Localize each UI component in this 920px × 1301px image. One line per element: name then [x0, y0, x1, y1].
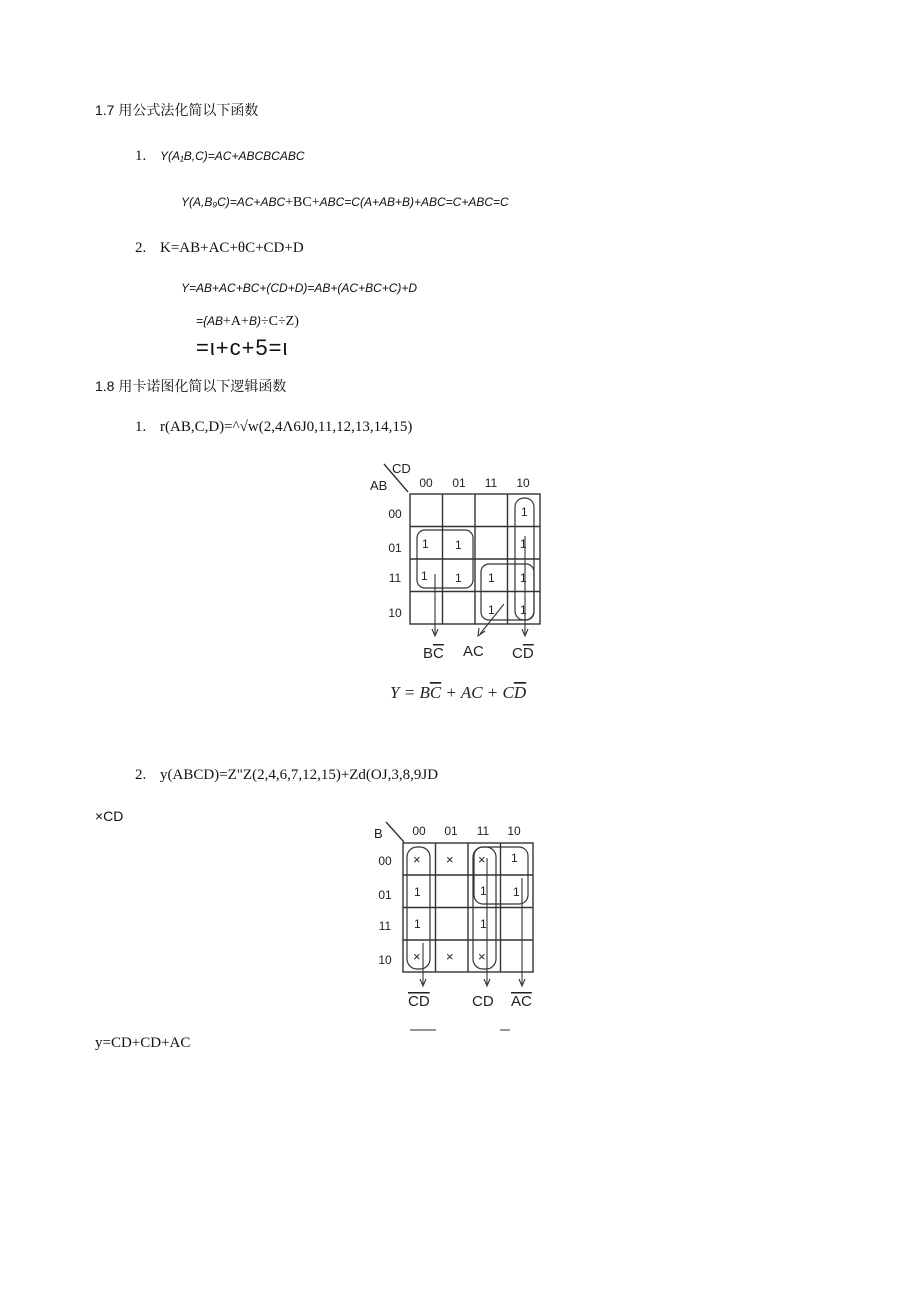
kmap-1-cell-r0c3: 1: [521, 505, 528, 519]
kmap-1-cell-r2c1: 1: [455, 571, 462, 585]
kmap-2-col-label-01: 01: [444, 824, 458, 838]
kmap-2-cell-r3c1: ×: [446, 949, 454, 964]
kmap-2-corner-left: B: [374, 826, 383, 841]
kmap-1-problem-number: 1.: [135, 419, 147, 435]
section-1-7-heading: 1.7 用公式法化简以下函数: [95, 102, 259, 118]
kmap-2-cell-r1c3: 1: [513, 885, 520, 899]
kmap-2-row-label-10: 10: [378, 953, 392, 967]
kmap-2-term-1: CD: [408, 993, 430, 1010]
item-2-step-2-c: B): [248, 314, 261, 328]
kmap-1-row-label-11: 11: [388, 571, 402, 585]
kmap-1-row-label-00: 00: [388, 507, 402, 521]
kmap-2-corner-diagonal: [386, 822, 404, 842]
section-1-8-heading: 1.8 用卡诺图化简以下逻辑函数: [95, 378, 287, 394]
kmap-1-cell-r2c3: 1: [520, 571, 527, 585]
kmap-2-problem-expression: y(ABCD)=Z"Z(2,4,6,7,12,15)+Zd(OJ,3,8,9JD: [160, 767, 439, 783]
item-1-solution-part-a: Y(A,B₉C)=AC+ABC: [181, 195, 286, 209]
kmap-1-term-bc-bar: C: [433, 645, 444, 662]
item-1-solution-part-c: ABC=C(A+AB+B)+ABC=C+ABC=C: [319, 195, 509, 209]
item-2-step-2: [196, 314, 299, 330]
kmap-2-final-result: y=CD+CD+AC: [95, 1035, 191, 1051]
kmap-1-corner-top: CD: [392, 461, 411, 476]
item-2-step-2-a: ={AB: [196, 314, 224, 328]
kmap-1-cell-r2c0: 1: [421, 569, 428, 583]
item-1-solution: [181, 195, 509, 211]
kmap-1-cell-r2c2: 1: [488, 571, 495, 585]
kmap-1-term-ac: AC: [463, 643, 484, 660]
item-2-number: 2.: [135, 240, 147, 256]
kmap-2-cell-r0c0: ×: [413, 852, 421, 867]
karnaugh-map-2: [370, 818, 550, 1038]
kmap-2-caption-label: ×CD: [95, 808, 124, 824]
kmap-1-term-cd-bar: D: [522, 645, 534, 662]
kmap-2-cell-r3c0: ×: [413, 949, 421, 964]
kmap-1-problem-expression: r(AB,C,D)=^√w(2,4Λ6J0,11,12,13,14,15): [160, 419, 413, 435]
kmap-2-col-label-10: 10: [507, 824, 521, 838]
kmap-2-cell-r2c0: 1: [414, 917, 421, 931]
kmap-2-cell-r0c1: ×: [446, 852, 454, 867]
item-1-solution-part-b: +BC+: [285, 195, 320, 210]
kmap-2-cell-r3c2: ×: [478, 949, 486, 964]
kmap-1-term-cd: CD: [512, 645, 534, 662]
kmap-2-term-2: CD: [472, 993, 494, 1010]
kmap-2-cell-r1c2: 1: [480, 884, 487, 898]
item-1-expression: Y(A₁B,C)=AC+ABCBCABC: [160, 149, 305, 163]
kmap-1-col-label-01: 01: [452, 476, 466, 490]
kmap-2-col-label-00: 00: [412, 824, 426, 838]
kmap-1-term-bc: BC: [423, 645, 444, 662]
kmap-1-result-equation: Y = BC + AC + CD: [390, 683, 527, 702]
kmap-2-cell-r1c0: 1: [414, 885, 421, 899]
item-2-step-3: =ι+c+5=ι: [196, 335, 289, 360]
item-2-step-1: Y=AB+AC+BC+(CD+D)=AB+(AC+BC+C)+D: [181, 281, 418, 295]
kmap-1-cell-r3c3: 1: [520, 603, 527, 617]
kmap-2-cell-r0c2: ×: [478, 852, 486, 867]
kmap-1-cell-r3c2: 1: [488, 603, 495, 617]
kmap-2-cell-r2c2: 1: [480, 917, 487, 931]
kmap-1-row-label-01: 01: [388, 541, 402, 555]
kmap-1-col-label-10: 10: [516, 476, 530, 490]
kmap-1-col-label-00: 00: [419, 476, 433, 490]
kmap-2-row-label-01: 01: [378, 888, 392, 902]
kmap-2-problem-number: 2.: [135, 767, 147, 783]
kmap-1-cell-r1c1: 1: [455, 538, 462, 552]
kmap-1-col-label-11: 11: [484, 476, 498, 490]
kmap-1-row-label-10: 10: [388, 606, 402, 620]
kmap-1-corner-left: AB: [370, 478, 388, 493]
item-2-expression: K=AB+AC+θC+CD+D: [160, 240, 304, 256]
kmap-2-term-3: AC: [511, 993, 532, 1010]
kmap-2-row-label-00: 00: [378, 854, 392, 868]
karnaugh-map-1: [360, 456, 560, 706]
item-1-number: 1.: [135, 148, 147, 164]
kmap-1-cell-r1c3: 1: [520, 537, 527, 551]
kmap-2-cell-r0c3: 1: [511, 851, 518, 865]
kmap-1-cell-r1c0: 1: [422, 537, 429, 551]
kmap-2-col-label-11: 11: [476, 824, 490, 838]
kmap-2-row-label-11: 11: [378, 919, 392, 933]
item-2-step-2-b: +A+: [223, 314, 249, 329]
item-2-step-2-d: ÷C÷Z): [260, 314, 299, 329]
